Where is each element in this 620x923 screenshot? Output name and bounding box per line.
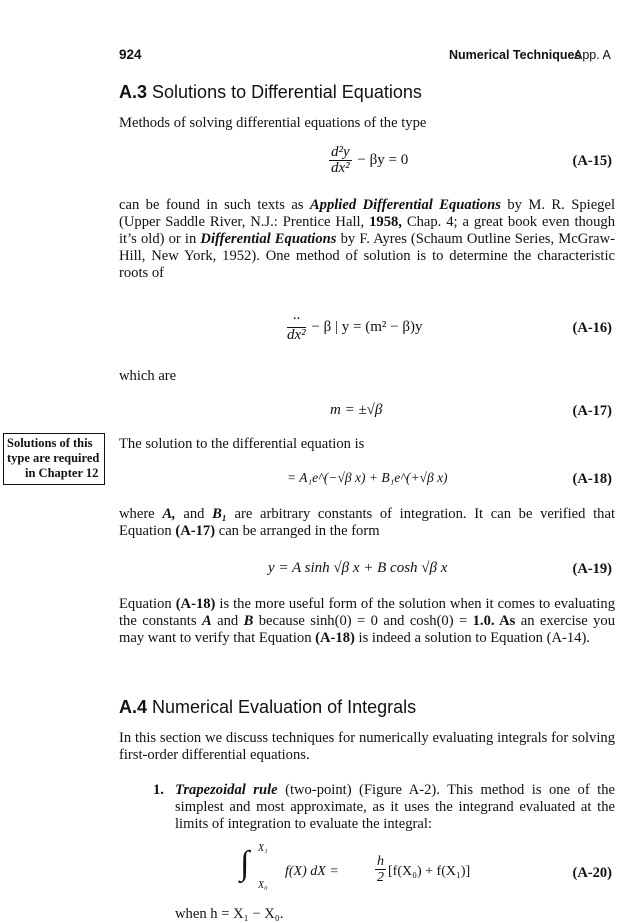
section-title: Numerical Evaluation of Integrals — [152, 697, 417, 717]
section-heading-a4 — [119, 697, 416, 718]
list-item-number: 1. — [153, 782, 164, 798]
text-run: (two-point) (Figure A-2). This method is one of the simplest and most approximate, as it uses the integrand evaluated at the limits of integration to evaluate the integral: — [175, 782, 615, 832]
section-title: Solutions to Differential Equations — [152, 82, 422, 102]
eq-rest: − βy = 0 — [357, 151, 409, 168]
paragraph-constants — [119, 506, 615, 540]
list-item-trapezoidal — [175, 782, 615, 833]
integral-sign: ∫ — [240, 845, 250, 882]
margin-note-line: Solutions of this — [7, 436, 93, 450]
equation-a15 — [327, 145, 408, 176]
integrals-intro: In this section we discuss techniques for numerically evaluating integrals for solving first-order differential equations. — [119, 730, 615, 763]
equation-a18: = A₁e^(−√β x) + B₁e^(+√β x) — [287, 470, 448, 485]
eq-rest: [f(X₀) + f(X₁)] — [388, 864, 471, 879]
text-run: B₁ — [212, 506, 227, 522]
text-run: an exercise you may want to verify that Equation — [119, 613, 615, 646]
equation-number-a20: (A-20) — [572, 865, 612, 881]
book-title: Applied Differential Equations — [309, 197, 501, 213]
text-run: by F. Ayres (Schaum Outline Series, McGraw-Hill, New York, 1952). One method of solution is to determine the characteristic roots of — [119, 231, 615, 281]
running-title: Numerical Techniques — [449, 48, 582, 62]
text-run: is indeed a solution to Equation (A-14). — [354, 630, 590, 646]
equation-number-a15: (A-15) — [572, 153, 612, 169]
text-run: (A-18) — [175, 596, 216, 612]
eq-denominator: dx² — [331, 160, 350, 176]
equation-a16 — [285, 312, 422, 343]
equation-number-a19: (A-19) — [572, 561, 612, 577]
text-run: by M. R. Spiegel (Upper Saddle River, N.J.: Prentice Hall, — [119, 197, 616, 230]
text-run: (A-17) — [175, 523, 216, 539]
text-run: A — [201, 613, 212, 629]
section-number: A.4 — [119, 697, 148, 717]
page-number: 924 — [119, 47, 142, 62]
eq-denominator: 2 — [377, 870, 384, 885]
margin-note-line: in Chapter 12 — [25, 466, 99, 480]
upper-limit: X₁ — [258, 843, 268, 854]
eq-rest: − β | y = (m² − β)y — [311, 318, 423, 335]
equation-number-a16: (A-16) — [572, 320, 612, 336]
integrand: f(X) dX = — [285, 864, 339, 879]
text-run: can be found in such texts as — [119, 197, 310, 213]
text-run: (A-18) — [315, 630, 355, 646]
margin-note-box — [3, 433, 105, 485]
text-run: and — [211, 613, 244, 629]
text-run: Chap. 4; a great book even though it’s old) or in — [119, 214, 615, 247]
equation-a17: m = ±√β — [330, 402, 383, 418]
eq-denominator: dx² — [287, 327, 306, 343]
equation-a20 — [240, 845, 530, 895]
section-number: A.3 — [119, 82, 148, 102]
text-run: can be arranged in the form — [215, 523, 380, 539]
intro-paragraph: Methods of solving differential equations of the type — [119, 115, 427, 131]
equation-number-a17: (A-17) — [572, 403, 612, 419]
text-run: are arbitrary constants of integration. It can be verified that Equation — [119, 506, 615, 539]
paragraph-references — [119, 197, 615, 282]
text-run: 1.0. As — [472, 613, 516, 629]
rule-name: Trapezoidal rule — [175, 782, 278, 798]
text-run: is the more useful form of the solution when it comes to evaluating the constants — [119, 596, 615, 629]
section-heading-a3 — [119, 82, 422, 103]
solution-intro: The solution to the differential equation is — [119, 436, 365, 452]
text-run: Equation — [119, 596, 176, 612]
equation-number-a18: (A-18) — [572, 471, 612, 487]
book-title: Differential Equations — [200, 231, 337, 247]
eq-numerator: d²y — [331, 144, 350, 160]
lower-limit: X₀ — [258, 880, 268, 891]
text-run: A, — [162, 506, 176, 522]
eq-numerator: ·· — [287, 312, 306, 328]
text-run: and — [175, 506, 213, 522]
equation-a19: y = A sinh √β x + B cosh √β x — [268, 560, 448, 576]
text-run: 1958, — [369, 214, 402, 230]
margin-note-line: type are required — [7, 451, 100, 465]
which-are-text: which are — [119, 368, 177, 384]
h-definition: when h = X₁ − X₀. — [175, 906, 284, 922]
paragraph-useful-form — [119, 596, 615, 647]
eq-numerator: h — [377, 854, 384, 869]
text-run: where — [119, 506, 163, 522]
text-run: because sinh(0) = 0 and cosh(0) = — [253, 613, 473, 629]
appendix-label: App. A — [574, 48, 611, 62]
text-run: B — [243, 613, 254, 629]
